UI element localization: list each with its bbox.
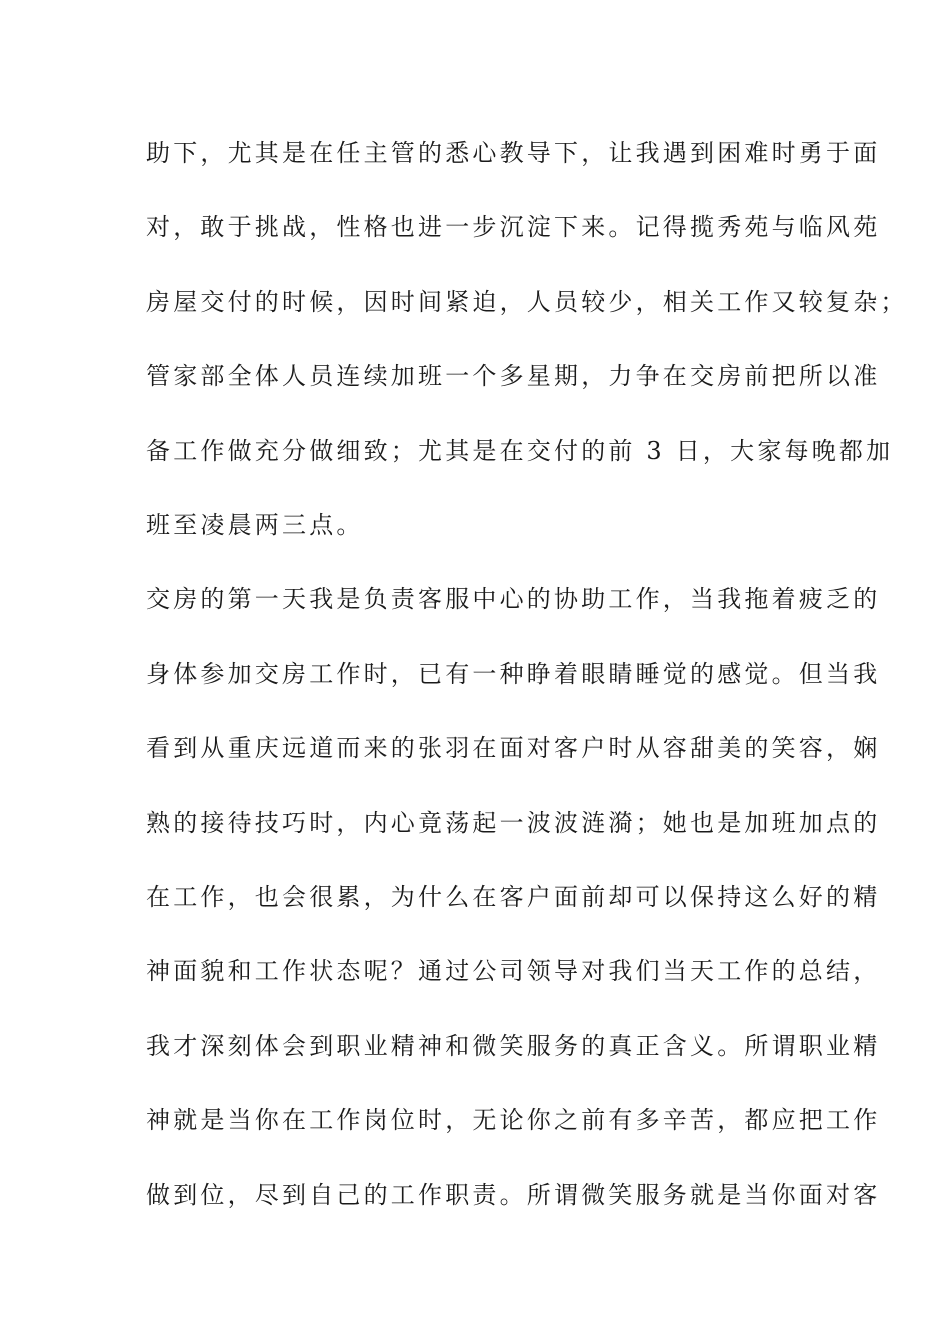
text-line: 神面貌和工作状态呢？通过公司领导对我们当天工作的总结， [146, 957, 881, 985]
text-line: 对，敢于挑战，性格也进一步沉淀下来。记得揽秀苑与临风苑 [146, 213, 881, 241]
text-line: 神就是当你在工作岗位时，无论你之前有多辛苦，都应把工作 [146, 1106, 881, 1134]
text-line: 在工作，也会很累，为什么在客户面前却可以保持这么好的精 [146, 883, 881, 911]
text-line: 班至凌晨两三点。 [146, 511, 364, 539]
text-line: 房屋交付的时候，因时间紧迫，人员较少，相关工作又较复杂； [146, 288, 908, 316]
text-line: 熟的接待技巧时，内心竟荡起一波波涟漪；她也是加班加点的 [146, 809, 881, 837]
text-line: 我才深刻体会到职业精神和微笑服务的真正含义。所谓职业精 [146, 1032, 881, 1060]
text-line: 看到从重庆远道而来的张羽在面对客户时从容甜美的笑容，娴 [146, 734, 881, 762]
text-line: 身体参加交房工作时，已有一种睁着眼睛睡觉的感觉。但当我 [146, 660, 881, 688]
text-line: 交房的第一天我是负责客服中心的协助工作，当我拖着疲乏的 [146, 585, 881, 613]
text-line: 备工作做充分做细致；尤其是在交付的前 3 日，大家每晚都加 [146, 437, 894, 465]
text-line: 助下，尤其是在任主管的悉心教导下，让我遇到困难时勇于面 [146, 139, 881, 167]
text-line: 管家部全体人员连续加班一个多星期，力争在交房前把所以准 [146, 362, 881, 390]
text-line: 做到位，尽到自己的工作职责。所谓微笑服务就是当你面对客 [146, 1181, 881, 1209]
